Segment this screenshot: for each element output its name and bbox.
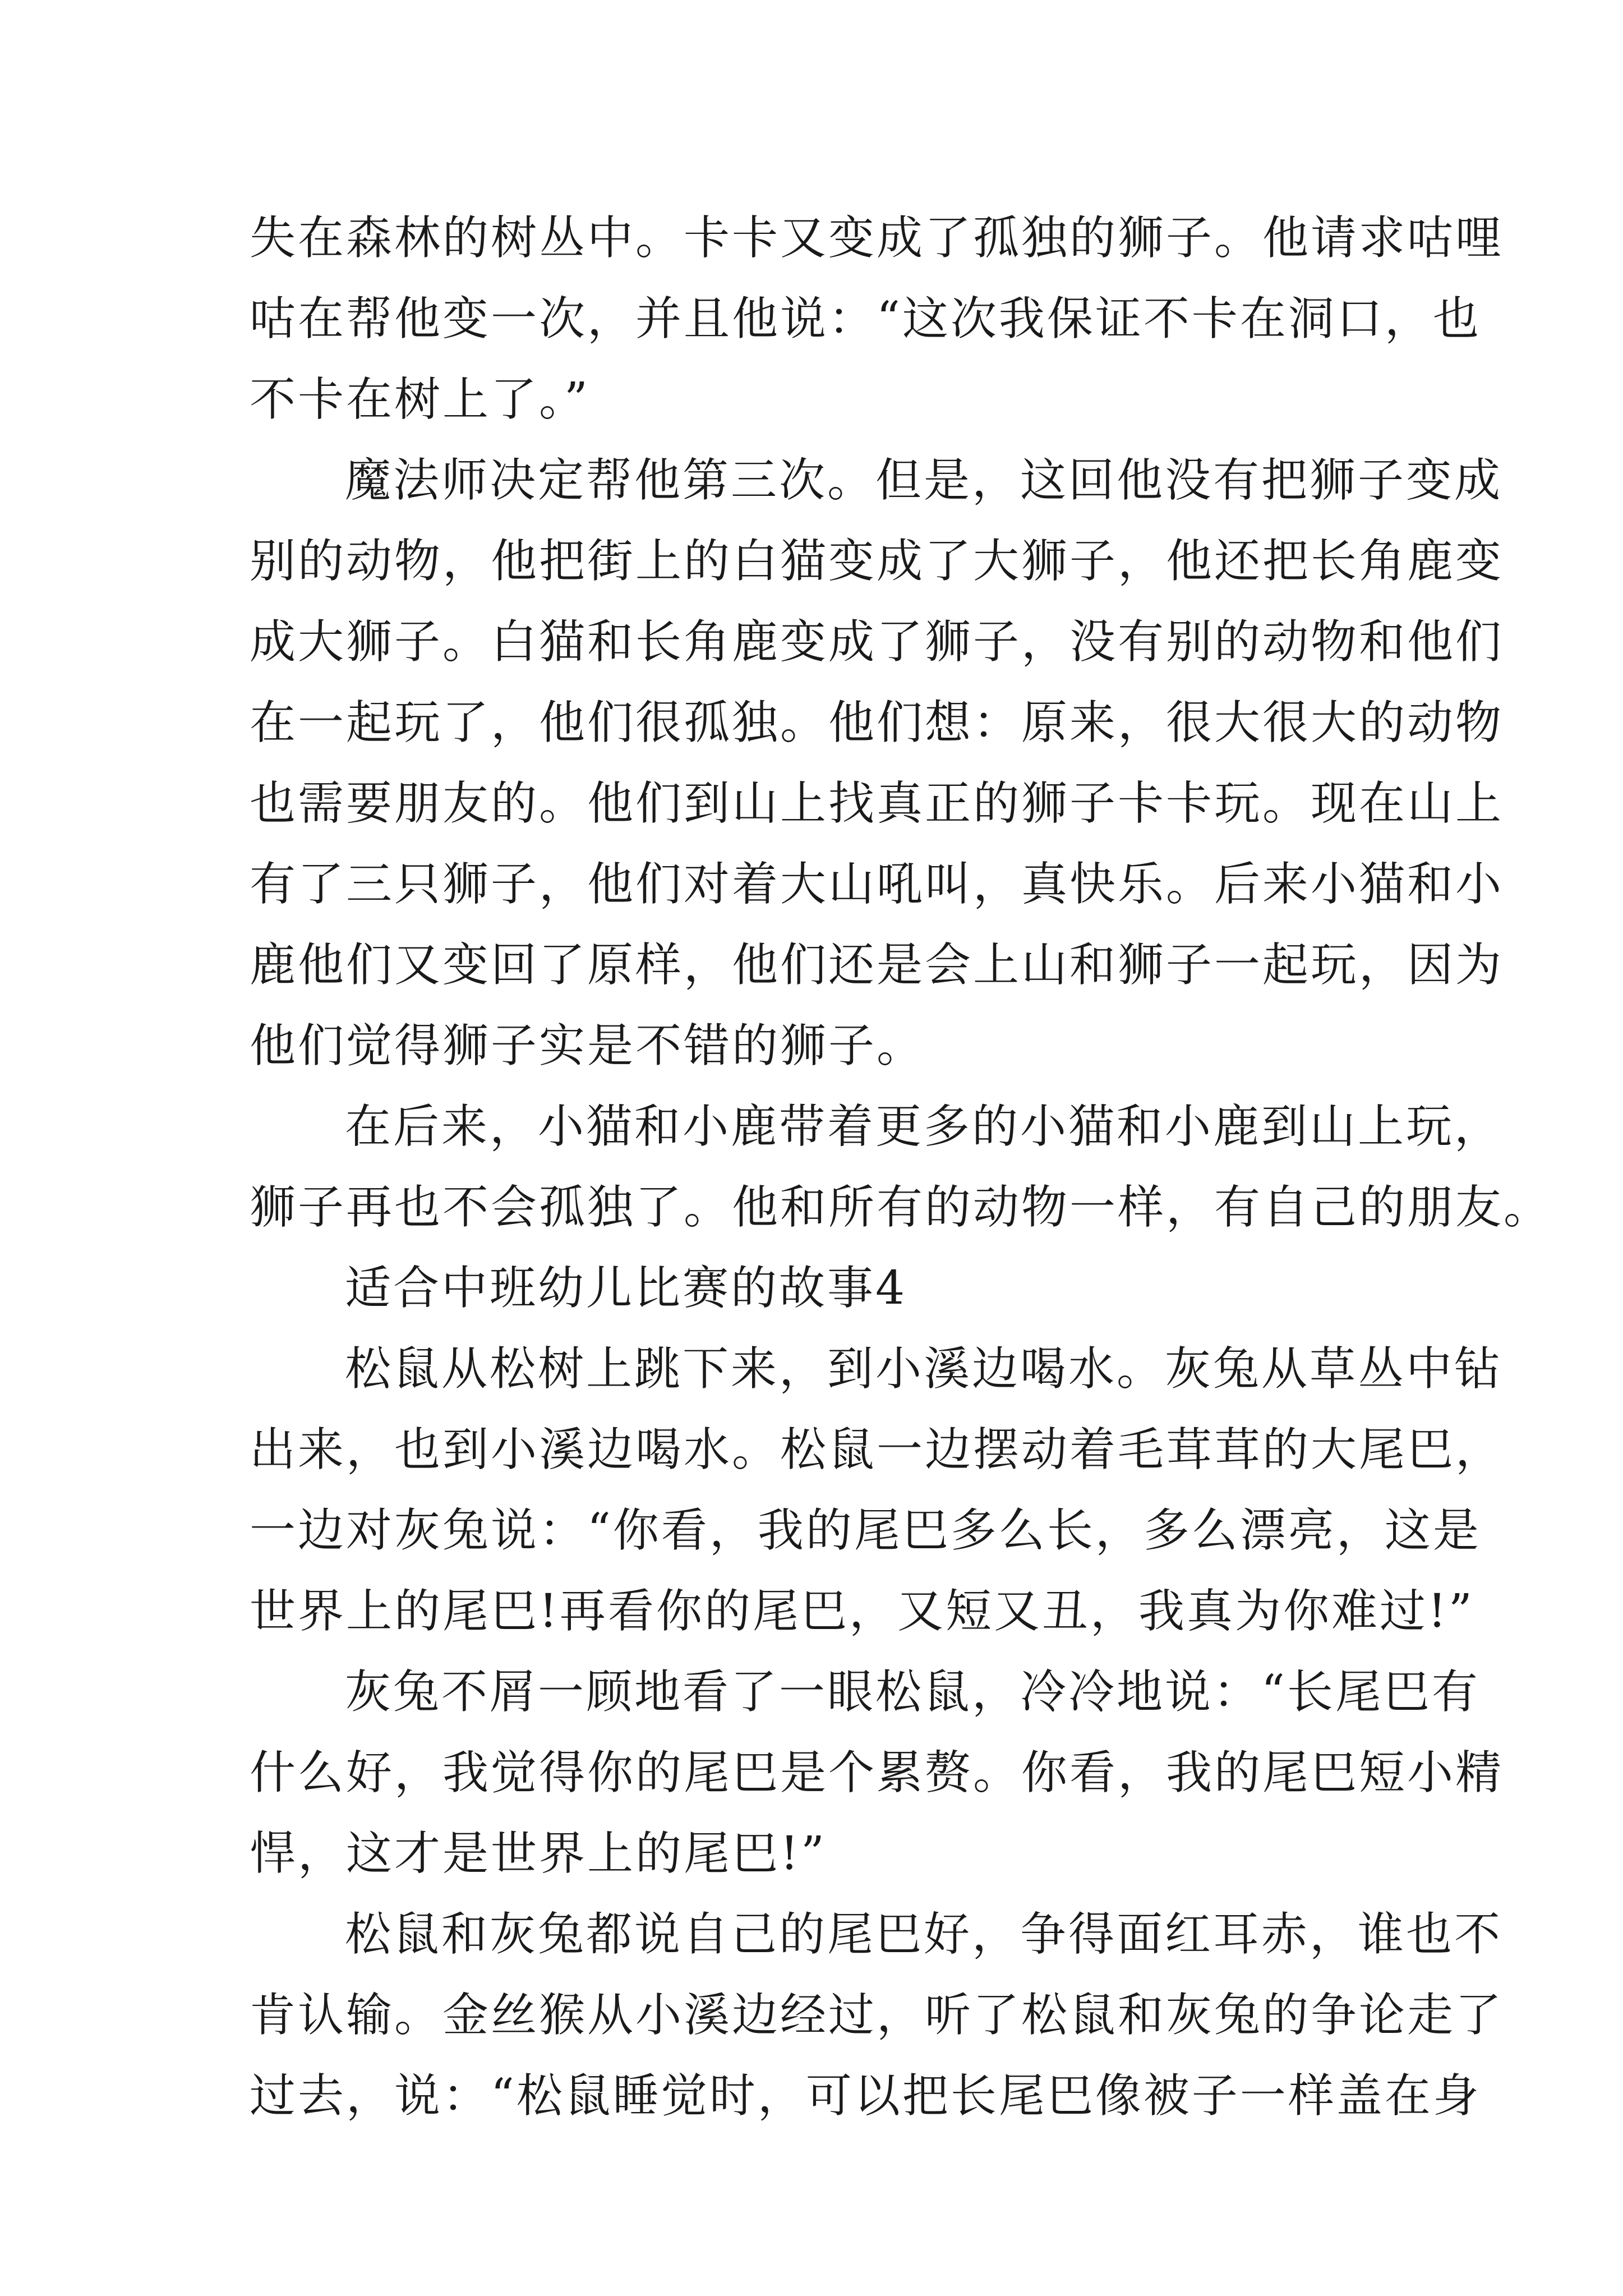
- text-line: 咕在帮他变一次，并且他说：“这次我保证不卡在洞口，也: [250, 292, 1481, 346]
- paragraph-first-line: 松鼠从松树上跳下来，到小溪边喝水。灰兔从草丛中钻: [345, 1342, 1503, 1396]
- section-heading: 适合中班幼儿比赛的故事4: [345, 1262, 907, 1315]
- paragraph-first-line: 灰兔不屑一顾地看了一眼松鼠，冷冷地说：“长尾巴有: [345, 1665, 1480, 1719]
- text-line: 悍，这才是世界上的尾巴!”: [250, 1827, 827, 1880]
- text-line: 出来，也到小溪边喝水。松鼠一边摆动着毛茸茸的大尾巴，: [250, 1423, 1504, 1476]
- text-line: 成大狮子。白猫和长角鹿变成了狮子，没有别的动物和他们: [250, 615, 1504, 669]
- text-line: 有了三只狮子，他们对着大山吼叫，真快乐。后来小猫和小: [250, 858, 1504, 911]
- text-line: 不卡在树上了。”: [250, 373, 590, 426]
- paragraph-first-line: 在后来，小猫和小鹿带着更多的小猫和小鹿到山上玩，: [345, 1100, 1503, 1153]
- paragraph-first-line: 松鼠和灰兔都说自己的尾巴好，争得面红耳赤，谁也不: [345, 1908, 1503, 1961]
- text-line: 别的动物，他把街上的白猫变成了大狮子，他还把长角鹿变: [250, 535, 1504, 588]
- text-line: 什么好，我觉得你的尾巴是个累赘。你看，我的尾巴短小精: [250, 1746, 1504, 1800]
- text-line: 狮子再也不会孤独了。他和所有的动物一样，有自己的朋友。: [250, 1181, 1552, 1234]
- text-line: 失在森林的树丛中。卡卡又变成了孤独的狮子。他请求咕哩: [250, 211, 1504, 265]
- text-line: 他们觉得狮子实是不错的狮子。: [250, 1019, 925, 1073]
- text-line: 世界上的尾巴!再看你的尾巴，又短又丑，我真为你难过!”: [250, 1585, 1474, 1638]
- body-text: [250, 198, 1552, 2137]
- paragraph-first-line: 魔法师决定帮他第三次。但是，这回他没有把狮子变成: [345, 454, 1503, 507]
- text-line: 过去，说：“松鼠睡觉时，可以把长尾巴像被子一样盖在身: [250, 2069, 1481, 2123]
- text-line: 也需要朋友的。他们到山上找真正的狮子卡卡玩。现在山上: [250, 777, 1504, 830]
- text-line: 在一起玩了，他们很孤独。他们想：原来，很大很大的动物: [250, 696, 1504, 749]
- text-line: 鹿他们又变回了原样，他们还是会上山和狮子一起玩，因为: [250, 938, 1504, 992]
- text-line: 肯认输。金丝猴从小溪边经过，听了松鼠和灰兔的争论走了: [250, 1989, 1504, 2042]
- text-line: 一边对灰兔说：“你看，我的尾巴多么长，多么漂亮，这是: [250, 1504, 1481, 1557]
